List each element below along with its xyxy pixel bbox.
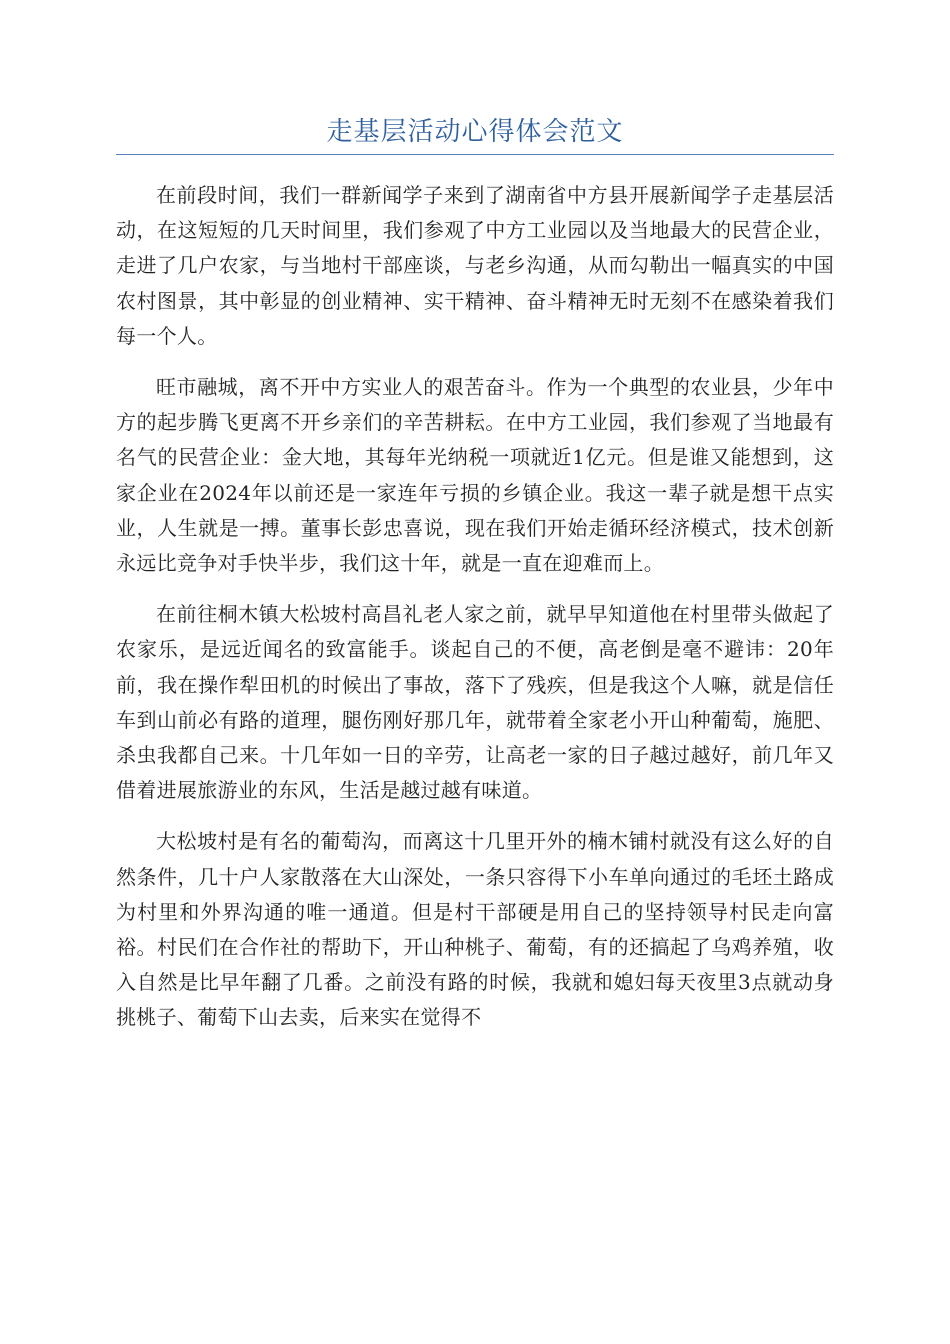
paragraph-4: 大松坡村是有名的葡萄沟，而离这十几里开外的楠木铺村就没有这么好的自然条件，几十户人家散落在大山深处，一条只容得下小车单向通过的毛坯土路成为村里和外界沟通的唯一通道。但是村干部硬是用自己的坚持领导村民走向富裕。村民们在合作社的帮助下，开山种桃子、葡萄，有的还搞起了乌鸡养殖，收入自然是比早年翻了几番。之前没有路的时候，我就和媳妇每天夜里3点就动身挑桃子、葡萄下山去卖，后来实在觉得不 [116, 829, 834, 1030]
paragraph-3: 在前往桐木镇大松坡村高昌礼老人家之前，就早早知道他在村里带头做起了农家乐，是远近闻名的致富能手。谈起自己的不便，高老倒是毫不避讳：20年前，我在操作犁田机的时候出了事故，落下了残疾，但是我这个人嘛，就是信任车到山前必有路的道理，腿伤刚好那几年，就带着全家老小开山种葡萄，施肥、杀虫我都自己来。十几年如一日的辛劳，让高老一家的日子越过越好，前几年又借着进展旅游业的东风，生活是越过越有味道。 [116, 602, 834, 803]
paragraph-2: 旺市融城，离不开中方实业人的艰苦奋斗。作为一个典型的农业县，少年中方的起步腾飞更离不开乡亲们的辛苦耕耘。在中方工业园，我们参观了当地最有名气的民营企业：金大地，其每年光纳税一项就近1亿元。但是谁又能想到，这家企业在2024年以前还是一家连年亏损的乡镇企业。我这一辈子就是想干点实业，人生就是一搏。董事长彭忠喜说，现在我们开始走循环经济模式，技术创新永远比竞争对手快半步，我们这十年，就是一直在迎难而上。 [116, 375, 834, 576]
paragraph-1: 在前段时间，我们一群新闻学子来到了湖南省中方县开展新闻学子走基层活动，在这短短的几天时间里，我们参观了中方工业园以及当地最大的民营企业，走进了几户农家，与当地村干部座谈，与老乡沟通，从而勾勒出一幅真实的中国农村图景，其中彰显的创业精神、实干精神、奋斗精神无时无刻不在感染着我们每一个人。 [116, 183, 834, 348]
document-title: 走基层活动心得体会范文 [326, 117, 624, 147]
document-body [116, 178, 834, 1052]
title-underline [116, 154, 834, 155]
